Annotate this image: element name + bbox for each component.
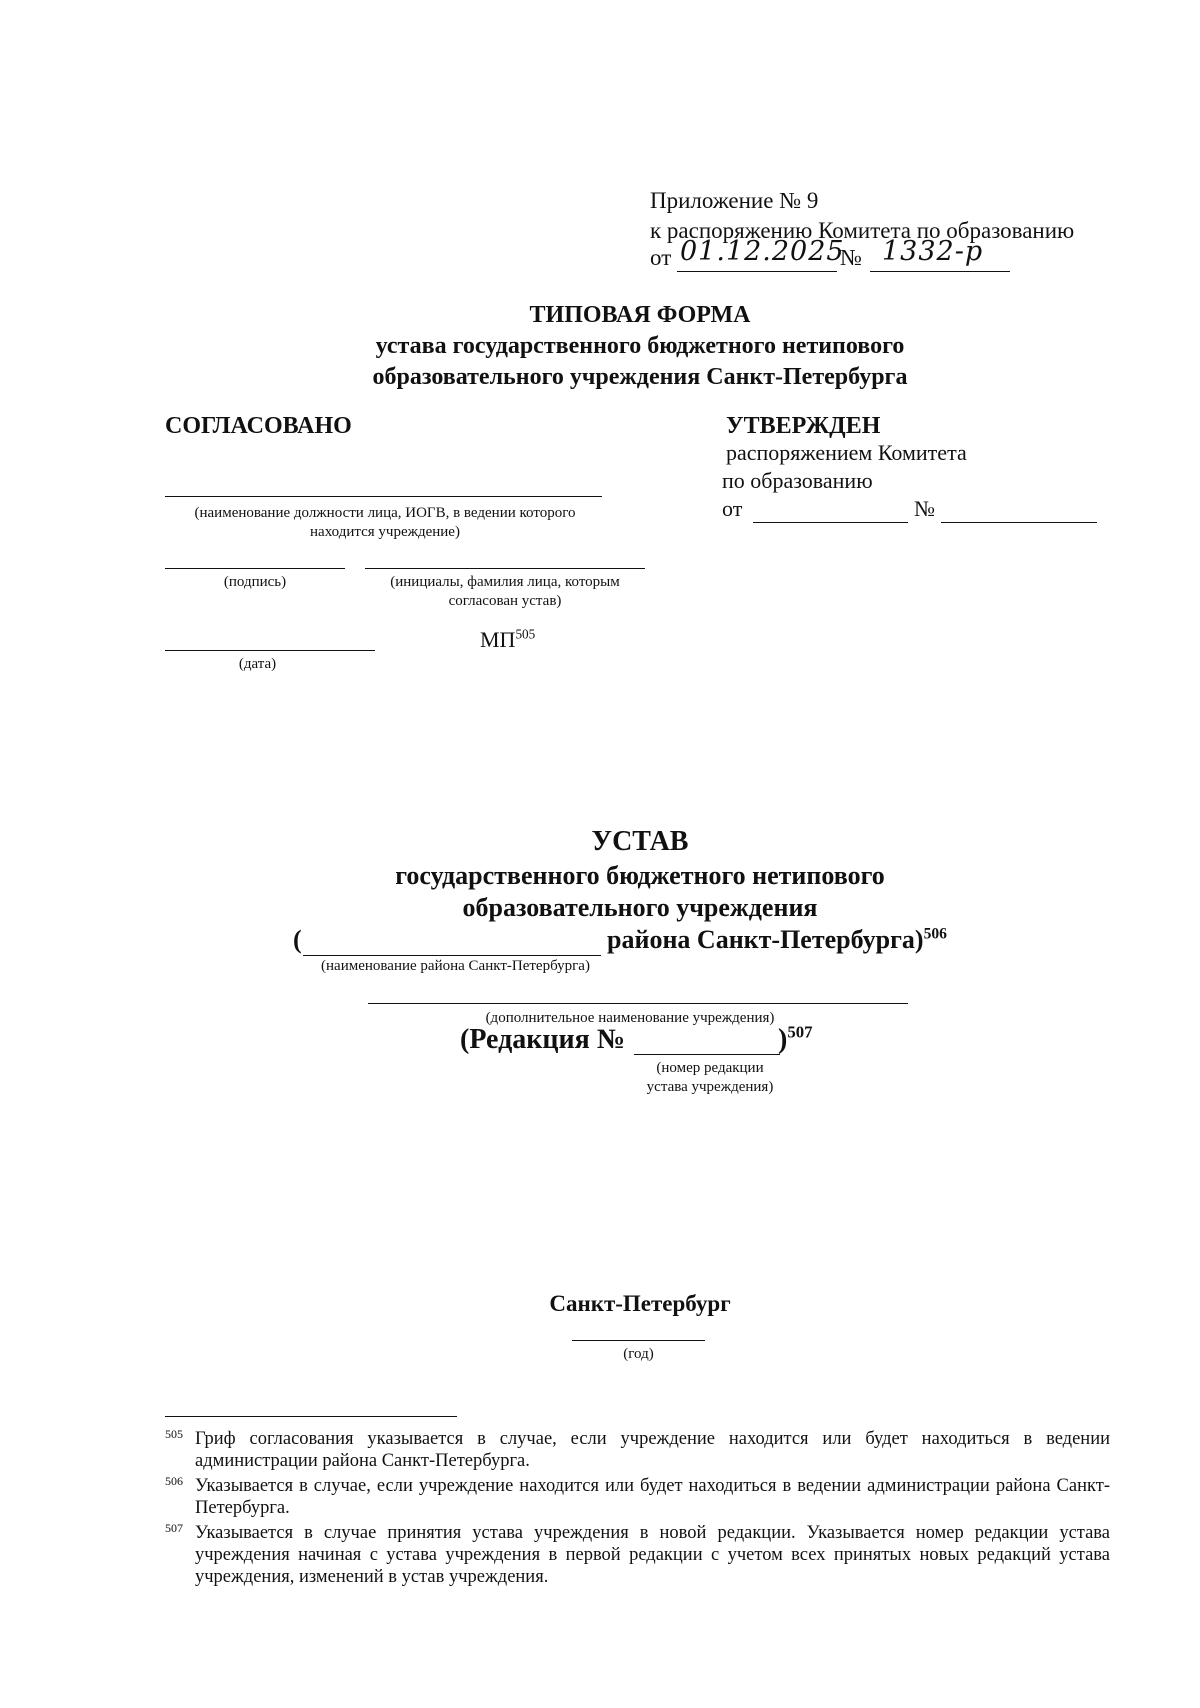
edition-number-line: [634, 1054, 780, 1055]
approved-line1: распоряжением Комитета: [726, 440, 967, 465]
agreed-signature-line: [165, 568, 345, 569]
appendix-order-ref: к распоряжению Комитета по образованию: [650, 218, 1075, 243]
charter-title: УСТАВ: [591, 826, 689, 857]
footnote-506-number: 506: [165, 1474, 183, 1488]
agreed-initials-caption: (инициалы, фамилия лица, которым согласован устав): [390, 574, 620, 609]
agreed-position-caption: (наименование должности лица, ИОГВ, в ведении которого находится учреждение): [194, 505, 576, 540]
approved-line2: по образованию: [722, 468, 873, 493]
footnote-507-text: Указывается в случае принятия устава учреждения в новой редакции. Указывается номер редакции устава учреждения начиная с устава учреждения в первой редакции с учетом всех принятых новых редакций устава учреждения, изменений в устав учреждения.: [195, 1523, 1110, 1587]
additional-name-line: [368, 1003, 908, 1004]
charter-footnote-ref: 506: [923, 925, 947, 943]
form-title: [300, 300, 980, 393]
footnote-505: [165, 1428, 1110, 1472]
year-caption: (год): [623, 1346, 654, 1362]
footnote-506: [165, 1475, 1110, 1519]
number-sign: №: [840, 245, 862, 270]
agreed-date-line: [165, 650, 375, 651]
district-name-line: [303, 955, 601, 956]
date-prefix: от: [650, 245, 672, 270]
approved-date-prefix: от: [722, 496, 743, 521]
approved-heading: УТВЕРЖДЕН: [726, 413, 881, 439]
appendix-number: Приложение № 9: [650, 188, 819, 213]
agreed-heading: СОГЛАСОВАНО: [165, 413, 352, 439]
form-title-line3: образовательного учреждения Санкт-Петербурга: [372, 364, 908, 390]
agreed-date-caption: (дата): [238, 656, 277, 672]
footnote-506-text: Указывается в случае, если учреждение находится или будет находиться в ведении администрации района Санкт-Петербурга.: [195, 1476, 1110, 1518]
form-title-line2: устава государственного бюджетного нетипового: [375, 333, 905, 359]
seal-mark: [480, 627, 535, 653]
district-caption: (наименование района Санкт-Петербурга): [321, 958, 590, 974]
handwritten-number: 1332-р: [882, 236, 984, 267]
approved-number-sign: №: [914, 496, 935, 521]
appendix-block: [650, 186, 1130, 216]
agreed-initials-line: [365, 568, 645, 569]
charter-line2: образовательного учреждения: [462, 893, 818, 922]
seal-footnote-ref: 505: [515, 626, 536, 642]
date-underline: [677, 271, 837, 272]
charter-line1: государственного бюджетного нетипового: [395, 861, 885, 890]
edition-caption: [630, 1059, 790, 1097]
footnote-507-number: 507: [165, 1521, 183, 1535]
charter-district-text: района Санкт-Петербурга): [607, 925, 924, 954]
agreed-signature-caption: (подпись): [223, 574, 287, 590]
edition-row: [460, 1024, 840, 1064]
edition-caption-line2: устава учреждения): [646, 1079, 774, 1095]
edition-footnote-ref: 507: [787, 1022, 813, 1042]
charter-open-paren: (: [293, 925, 302, 954]
footnote-505-text: Гриф согласования указывается в случае, если учреждение находится или будет находиться в ведении администрации района Санкт-Петербурга.: [195, 1429, 1110, 1471]
agreed-position-line: [165, 496, 602, 497]
footnote-507: [165, 1522, 1110, 1588]
number-underline: [870, 271, 1010, 272]
approved-number-line: [941, 522, 1097, 523]
footnote-505-number: 505: [165, 1427, 183, 1441]
approved-date-line: [753, 522, 908, 523]
charter-line3: [607, 925, 947, 955]
edition-label: (Редакция №: [460, 1024, 625, 1055]
edition-close-paren: )$^{507}$: [778, 1022, 813, 1055]
form-title-line1: ТИПОВАЯ ФОРМА: [529, 302, 751, 328]
city-name: Санкт-Петербург: [549, 1291, 731, 1316]
edition-caption-line1: (номер редакции: [656, 1060, 764, 1076]
handwritten-date: 01.12.2025: [680, 236, 845, 267]
year-line: [572, 1340, 705, 1341]
footnote-separator: [165, 1416, 457, 1417]
seal-text: МП: [480, 627, 516, 652]
additional-name-caption: (дополнительное наименование учреждения): [485, 1010, 775, 1026]
